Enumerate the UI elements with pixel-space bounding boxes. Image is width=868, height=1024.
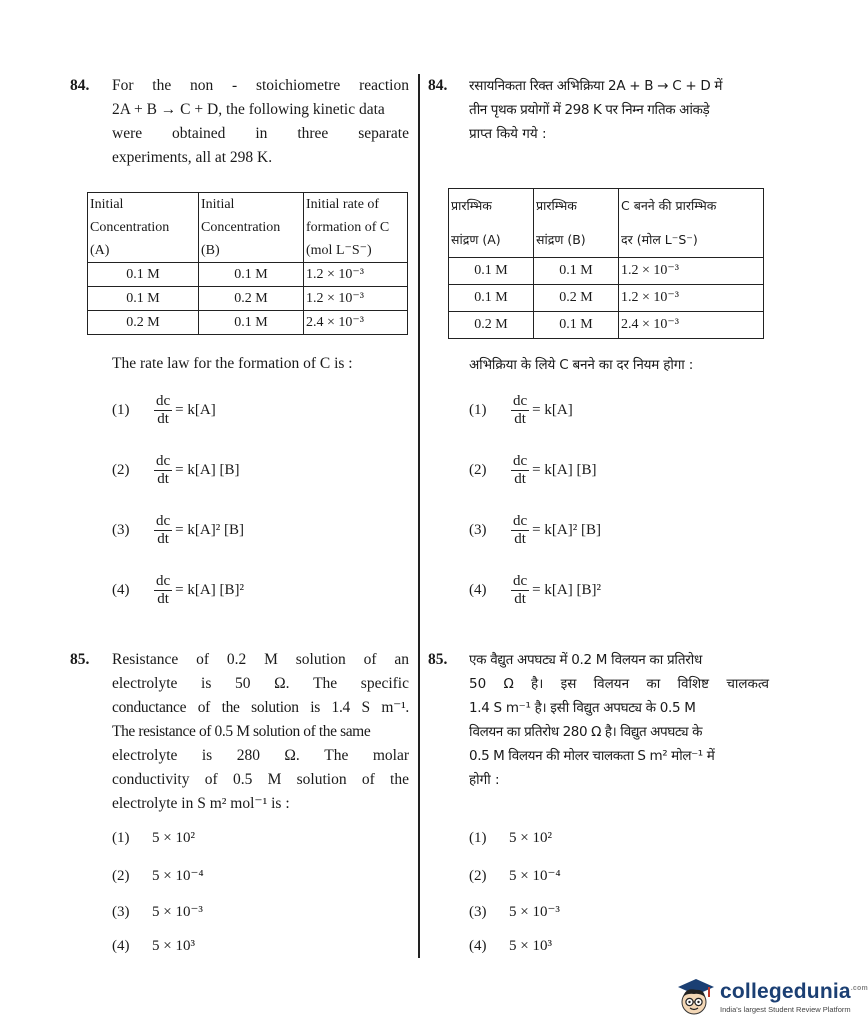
table-header-cell: Initial rate of formation of C (mol L⁻S⁻) [304, 193, 408, 263]
table-cell: 1.2 × 10⁻³ [619, 258, 764, 285]
kinetic-data-table [87, 192, 408, 335]
table-header-cell: प्रारम्भिक सांद्रण (B) [534, 189, 619, 258]
option-text: 5 × 10³ [509, 938, 552, 954]
derivative-fraction: $\frac{dc}{dt}$ [156, 573, 171, 607]
table-cell: 1.2 × 10⁻³ [619, 285, 764, 312]
answer-option[interactable] [112, 866, 204, 885]
table-cell: 0.2 M [449, 312, 534, 339]
answer-option[interactable] [469, 938, 552, 955]
table-cell: 1.2 × 10⁻³ [304, 263, 408, 287]
option-number: (3) [112, 522, 130, 538]
option-number: (4) [112, 938, 130, 954]
question-line: were obtained in three separate [112, 125, 409, 142]
table-cell: 2.4 × 10⁻³ [619, 312, 764, 339]
option-text: = k[A] [B] [532, 462, 597, 478]
question-text [112, 74, 409, 194]
table-cell: 0.1 M [199, 263, 304, 287]
question-line: electrolyte in S m² mol⁻¹ is : [112, 795, 290, 812]
option-number: (4) [469, 582, 487, 598]
option-number: (3) [112, 904, 130, 920]
answer-option[interactable] [112, 453, 239, 488]
table-row [449, 312, 764, 339]
derivative-fraction: $\frac{dc}{dt}$ [156, 393, 171, 427]
table-cell: 0.1 M [449, 285, 534, 312]
question-line: 1.4 S m⁻¹ है। इसी विद्युत अपघट्य के 0.5 M [469, 700, 696, 716]
option-number: (1) [112, 402, 130, 418]
question-line: conductivity of 0.5 M solution of the [112, 771, 409, 788]
option-number: (4) [469, 938, 487, 954]
derivative-fraction: $\frac{dc}{dt}$ [513, 453, 528, 487]
question-line: रसायनिकता रिक्त अभिक्रिया 2A + B → C + D में [469, 78, 723, 94]
question-text [112, 648, 409, 816]
answer-option[interactable] [112, 573, 244, 608]
table-row [449, 258, 764, 285]
answer-option[interactable] [469, 866, 561, 885]
option-text: 5 × 10⁻⁴ [152, 868, 204, 884]
table-cell: 2.4 × 10⁻³ [304, 311, 408, 335]
option-text: 5 × 10³ [152, 938, 195, 954]
question-line: conductance of the solution is 1.4 S m⁻¹. [112, 699, 409, 716]
question-number: 85. [428, 651, 448, 668]
question-line: एक वैद्युत अपघट्य में 0.2 M विलयन का प्रतिरोध [469, 652, 702, 668]
answer-option[interactable] [112, 938, 195, 955]
question-line: electrolyte is 280 Ω. The molar [112, 747, 409, 764]
question-line: experiments, all at 298 K. [112, 149, 273, 166]
option-text: = k[A] [B] [175, 462, 240, 478]
table-cell: 0.1 M [534, 258, 619, 285]
derivative-fraction: $\frac{dc}{dt}$ [156, 513, 171, 547]
option-number: (2) [469, 462, 487, 478]
question-line: For the non - stoichiometre reaction [112, 77, 409, 94]
option-number: (2) [112, 462, 130, 478]
table-cell: 1.2 × 10⁻³ [304, 287, 408, 311]
option-number: (1) [469, 830, 487, 846]
logo-text [720, 980, 868, 1014]
question-prompt: The rate law for the formation of C is : [112, 355, 353, 372]
question-line: The resistance of 0.5 M solution of the same [112, 723, 371, 740]
answer-option[interactable] [469, 830, 552, 847]
option-number: (1) [112, 830, 130, 846]
question-line: विलयन का प्रतिरोध 280 Ω है। विद्युत अपघट्य के [469, 724, 703, 740]
answer-option[interactable] [112, 902, 203, 921]
question-line: Resistance of 0.2 M solution of an [112, 651, 409, 668]
question-number: 84. [428, 77, 448, 94]
derivative-fraction: $\frac{dc}{dt}$ [513, 393, 528, 427]
table-header-cell: Initial Concentration (B) [199, 193, 304, 263]
option-text: = k[A]² [B] [175, 522, 244, 538]
option-number: (3) [469, 522, 487, 538]
answer-option[interactable] [469, 513, 601, 548]
question-line: प्राप्त किये गये : [469, 126, 547, 142]
table-cell: 0.1 M [534, 312, 619, 339]
derivative-fraction: $\frac{dc}{dt}$ [156, 453, 171, 487]
brand-suffix: .com [850, 985, 868, 992]
answer-option[interactable] [469, 393, 573, 428]
table-row [88, 263, 408, 287]
option-text: = k[A] [175, 402, 216, 418]
brand-name: collegedunia [720, 980, 851, 1003]
table-row [88, 287, 408, 311]
table-cell: 0.1 M [449, 258, 534, 285]
column-divider [418, 74, 420, 958]
table-cell: 0.1 M [88, 287, 199, 311]
derivative-fraction: $\frac{dc}{dt}$ [513, 513, 528, 547]
option-text: 5 × 10⁻³ [152, 904, 203, 920]
answer-option[interactable] [469, 902, 560, 921]
option-number: (2) [469, 868, 487, 884]
table-cell: 0.2 M [88, 311, 199, 335]
table-header-row [88, 193, 408, 263]
table-header-cell: प्रारम्भिक सांद्रण (A) [449, 189, 534, 258]
table-cell: 0.1 M [88, 263, 199, 287]
question-number: 84. [70, 77, 90, 94]
option-text: 5 × 10² [152, 830, 195, 846]
option-text: 5 × 10² [509, 830, 552, 846]
option-number: (3) [469, 904, 487, 920]
question-line: तीन पृथक प्रयोगों में 298 K पर निम्न गतिक आंकड़े [469, 102, 710, 118]
answer-option[interactable] [469, 453, 596, 488]
derivative-fraction: $\frac{dc}{dt}$ [513, 573, 528, 607]
question-line: 50 Ω है। इस विलयन का विशिष्ट चालकत्व [469, 676, 769, 692]
question-line: electrolyte is 50 Ω. The specific [112, 675, 409, 692]
table-header-cell: C बनने की प्रारम्भिक दर (मोल L⁻S⁻) [619, 189, 764, 258]
answer-option[interactable] [112, 830, 195, 847]
question-text [469, 74, 769, 146]
table-cell: 0.2 M [199, 287, 304, 311]
option-text: = k[A] [B]² [532, 582, 601, 598]
question-line: होगी : [469, 772, 500, 788]
table-header-cell: Initial Concentration (A) [88, 193, 199, 263]
question-prompt: अभिक्रिया के लिये C बनने का दर नियम होगा : [469, 357, 694, 373]
brand-tagline: India's largest Student Review Platform [720, 1005, 851, 1014]
option-text: = k[A] [532, 402, 573, 418]
option-text: = k[A] [B]² [175, 582, 244, 598]
option-number: (2) [112, 868, 130, 884]
collegedunia-logo [672, 975, 868, 1019]
option-text: 5 × 10⁻⁴ [509, 868, 561, 884]
table-row [449, 285, 764, 312]
mascot-icon [672, 975, 716, 1019]
option-text: = k[A]² [B] [532, 522, 601, 538]
question-text [469, 648, 769, 792]
question-number: 85. [70, 651, 90, 668]
question-line: 2A + B → C + D, the following kinetic data [112, 101, 385, 118]
option-text: 5 × 10⁻³ [509, 904, 560, 920]
answer-option[interactable] [112, 393, 216, 428]
table-header-row [449, 189, 764, 258]
option-number: (4) [112, 582, 130, 598]
option-number: (1) [469, 402, 487, 418]
question-line: 0.5 M विलयन की मोलर चालकता S m² मोल⁻¹ में [469, 748, 715, 764]
table-cell: 0.2 M [534, 285, 619, 312]
answer-option[interactable] [112, 513, 244, 548]
table-row [88, 311, 408, 335]
table-cell: 0.1 M [199, 311, 304, 335]
kinetic-data-table [448, 188, 764, 339]
answer-option[interactable] [469, 573, 601, 608]
